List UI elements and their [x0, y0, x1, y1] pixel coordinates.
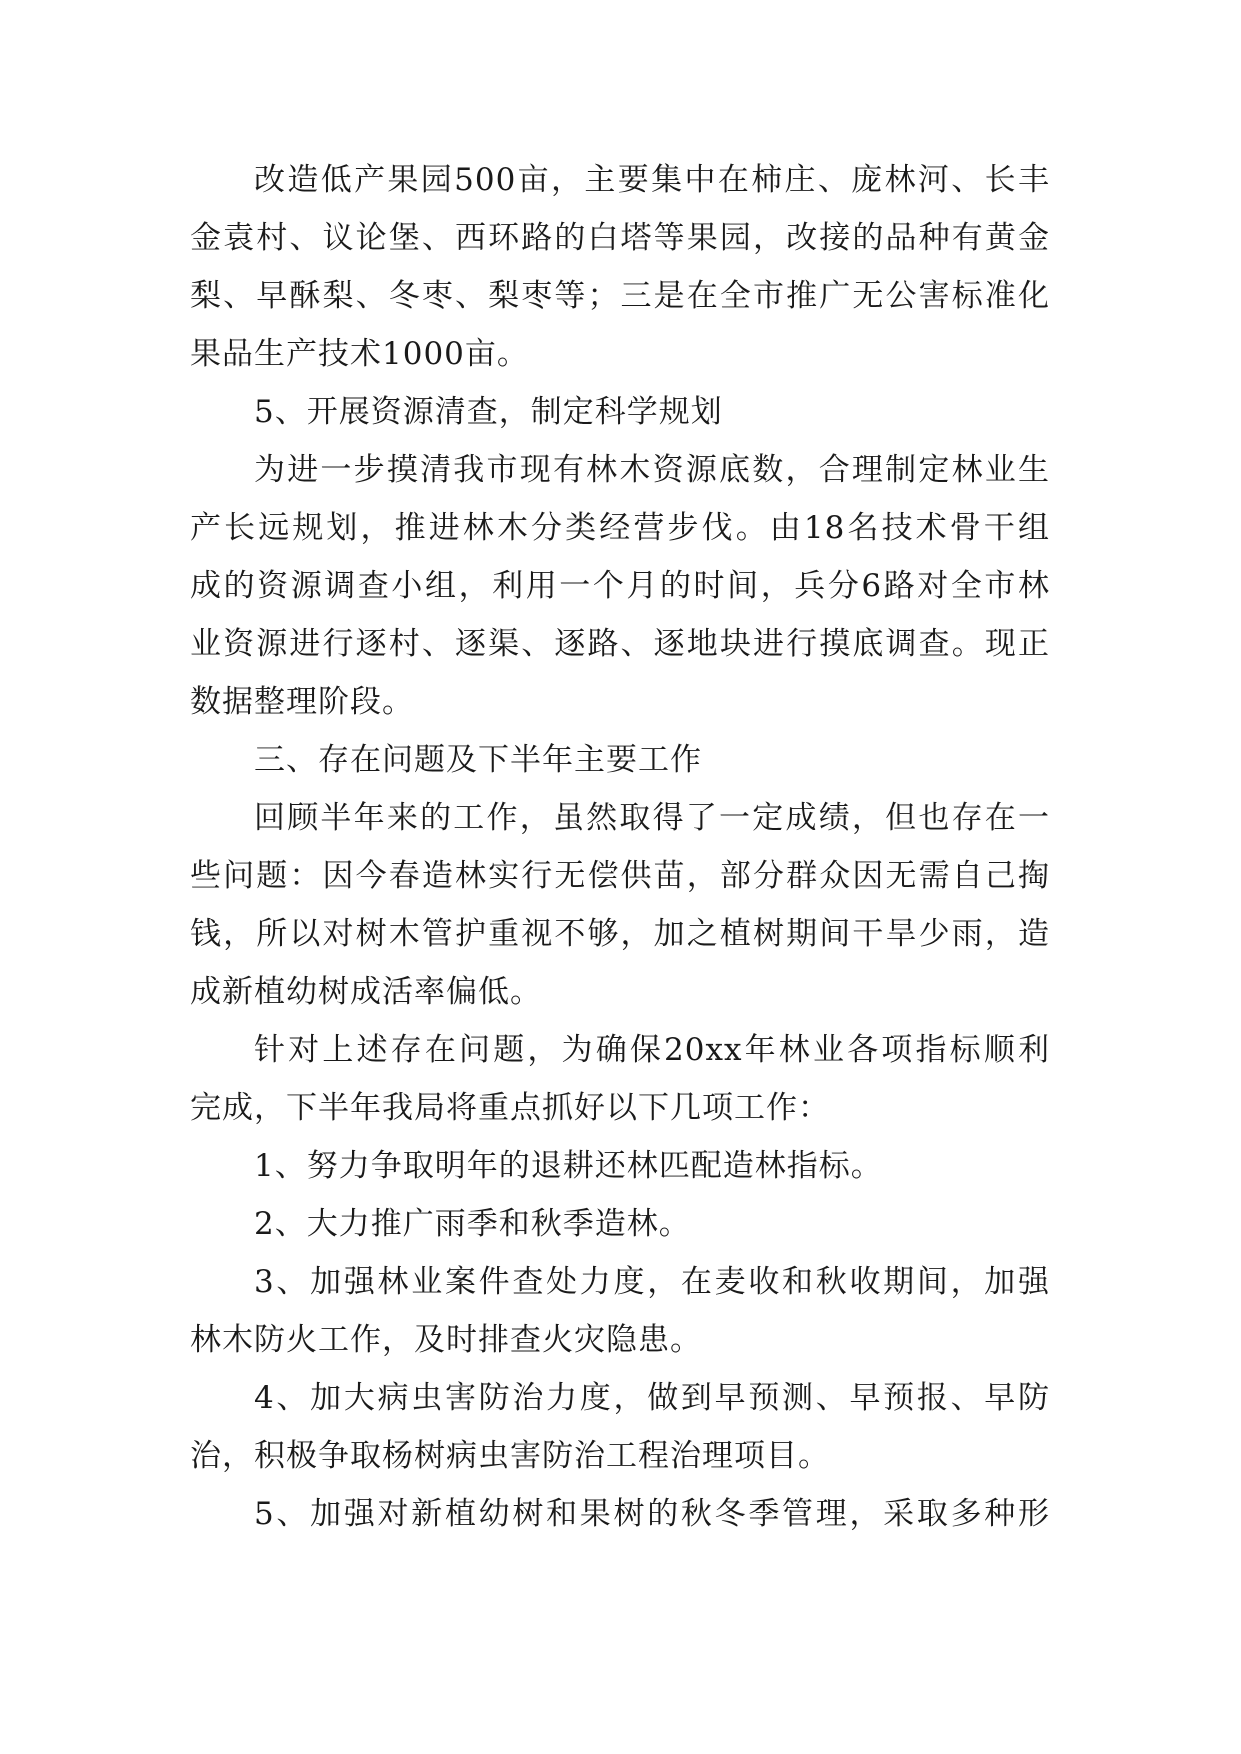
document-body [190, 151, 1050, 1543]
text-line: 2、大力推广雨季和秋季造林。 [254, 1206, 691, 1242]
text-line: 梨、早酥梨、冬枣、梨枣等；三是在全市推广无公害标准化 [190, 278, 1050, 314]
text-line: 5、加强对新植幼树和果树的秋冬季管理，采取多种形 [254, 1496, 1050, 1532]
text-line: 完成，下半年我局将重点抓好以下几项工作： [190, 1090, 830, 1126]
text-line: 改造低产果园500亩，主要集中在柿庄、庞林河、长丰 [254, 162, 1050, 198]
text-line: 为进一步摸清我市现有林木资源底数，合理制定林业生 [254, 452, 1050, 488]
text-line: 钱，所以对树木管护重视不够，加之植树期间干旱少雨，造 [190, 916, 1050, 952]
text-line: 业资源进行逐村、逐渠、逐路、逐地块进行摸底调查。现正 [190, 626, 1050, 662]
text-line: 1、努力争取明年的退耕还林匹配造林指标。 [254, 1148, 883, 1184]
text-line: 三、存在问题及下半年主要工作 [254, 742, 702, 778]
text-line: 些问题：因今春造林实行无偿供苗，部分群众因无需自己掏 [190, 858, 1050, 894]
text-line: 成新植幼树成活率偏低。 [190, 974, 542, 1010]
text-line: 4、加大病虫害防治力度，做到早预测、早预报、早防 [254, 1380, 1050, 1416]
text-line: 数据整理阶段。 [190, 684, 414, 720]
text-line: 5、开展资源清查，制定科学规划 [254, 394, 723, 430]
text-line: 果品生产技术1000亩。 [190, 336, 529, 372]
text-line: 针对上述存在问题，为确保20xx年林业各项指标顺利 [254, 1032, 1050, 1068]
text-line: 治，积极争取杨树病虫害防治工程治理项目。 [190, 1438, 830, 1474]
text-line: 林木防火工作，及时排查火灾隐患。 [190, 1322, 702, 1358]
text-line: 回顾半年来的工作，虽然取得了一定成绩，但也存在一 [254, 800, 1050, 836]
text-line: 金袁村、议论堡、西环路的白塔等果园，改接的品种有黄金 [190, 220, 1050, 256]
text-line: 产长远规划，推进林木分类经营步伐。由18名技术骨干组 [190, 510, 1050, 546]
text-line: 3、加强林业案件查处力度，在麦收和秋收期间，加强 [254, 1264, 1050, 1300]
text-line: 成的资源调查小组，利用一个月的时间，兵分6路对全市林 [190, 568, 1050, 604]
